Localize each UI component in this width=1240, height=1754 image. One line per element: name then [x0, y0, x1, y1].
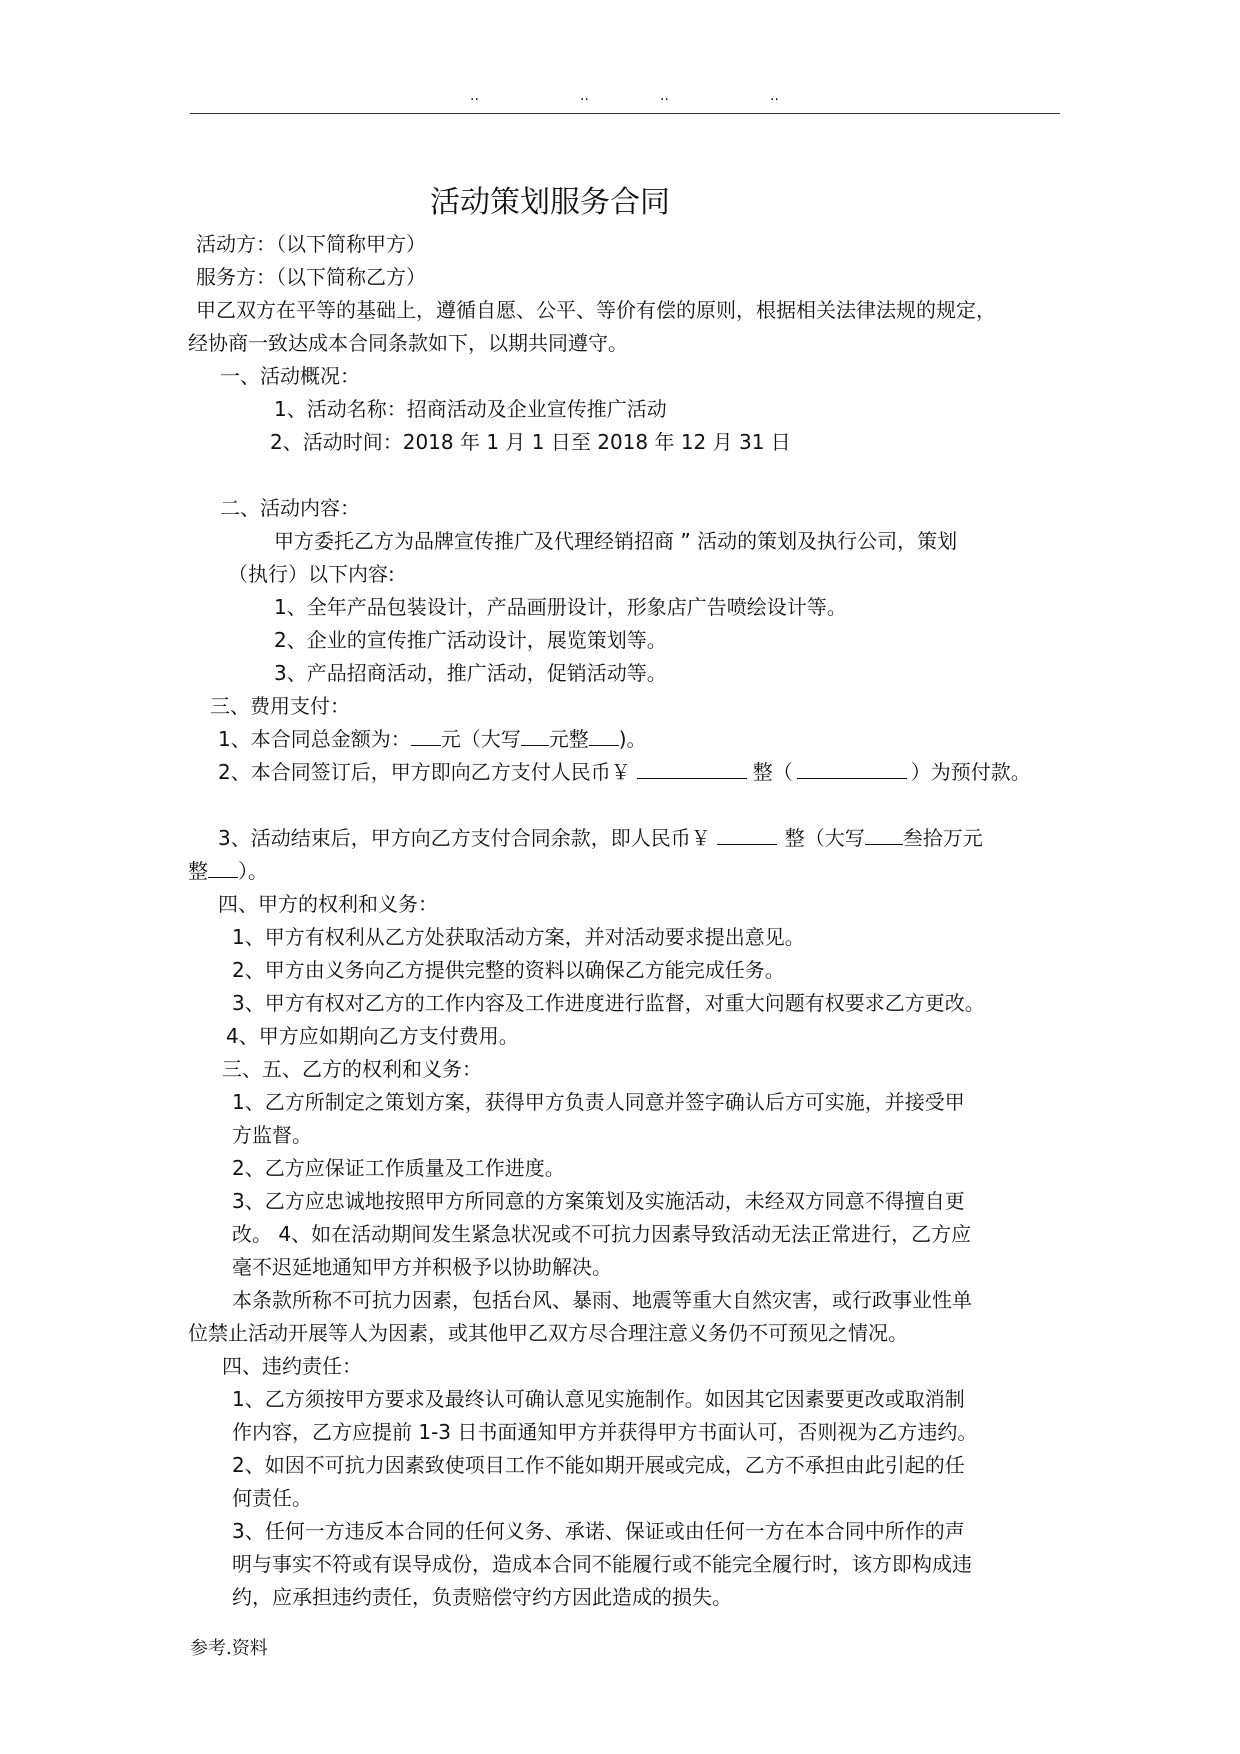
- list-item: 3、甲方有权对乙方的工作内容及工作进度进行监督，对重大问题有权要求乙方更改。: [232, 991, 985, 1015]
- section-heading: 二、活动内容：: [220, 496, 360, 520]
- header-dot: ..: [660, 88, 669, 104]
- payment-text: 整（大写: [784, 826, 865, 850]
- payment-text: )。: [618, 727, 647, 751]
- payment-text: 1、本合同总金额为：: [218, 727, 411, 751]
- blank-line: [521, 725, 549, 746]
- header-dot: ..: [470, 88, 479, 104]
- payment-item-1: [218, 725, 647, 753]
- payment-text: 元（大写: [440, 727, 521, 751]
- list-item: 1、活动名称：招商活动及企业宣传推广活动: [274, 397, 667, 421]
- blank-line: [637, 758, 747, 779]
- header-dots: [190, 88, 1060, 108]
- payment-text: ）为预付款。: [910, 760, 1031, 784]
- list-item: 2、甲方由义务向乙方提供完整的资料以确保乙方能完成任务。: [232, 958, 785, 982]
- paragraph-line: 方监督。: [232, 1123, 312, 1147]
- paragraph-line: 3、乙方应忠诚地按照甲方所同意的方案策划及实施活动，未经双方同意不得擅自更: [232, 1189, 965, 1213]
- paragraph-line: 1、乙方须按甲方要求及最终认可确认意见实施制作。如因其它因素要更改或取消制: [232, 1387, 965, 1411]
- section-heading: 三、费用支付：: [210, 694, 350, 718]
- paragraph-line: 本条款所称不可抗力因素，包括台风、暴雨、地震等重大自然灾害，或行政事业性单: [232, 1288, 972, 1312]
- header-dot: ..: [580, 88, 589, 104]
- preamble-line: 经协商一致达成本合同条款如下，以期共同遵守。: [188, 331, 628, 355]
- paragraph-line: 何责任。: [232, 1486, 312, 1510]
- list-item: 4、甲方应如期向乙方支付费用。: [226, 1024, 519, 1048]
- section-heading: 三、五、乙方的权利和义务：: [222, 1057, 482, 1081]
- paragraph-line: 1、乙方所制定之策划方案，获得甲方负责人同意并签字确认后方可实施，并接受甲: [232, 1090, 965, 1114]
- list-item: 1、全年产品包装设计，产品画册设计，形象店广告喷绘设计等。: [274, 595, 847, 619]
- paragraph-line: 2、乙方应保证工作质量及工作进度。: [232, 1156, 565, 1180]
- payment-item-2: [218, 758, 1031, 786]
- list-item: 2、企业的宣传推广活动设计，展览策划等。: [274, 628, 667, 652]
- section-heading: 一、活动概况：: [220, 364, 360, 388]
- paragraph-line: 约，应承担违约责任，负责赔偿守约方因此造成的损失。: [232, 1585, 732, 1609]
- paragraph-line: （执行）以下内容:: [228, 562, 395, 586]
- paragraph-line: 3、任何一方违反本合同的任何义务、承诺、保证或由任何一方在本合同中所作的声: [232, 1519, 965, 1543]
- list-item: 2、活动时间：2018 年 1 月 1 日至 2018 年 12 月 31 日: [270, 430, 791, 454]
- header-rule: [190, 113, 1060, 114]
- paragraph-line: 2、如因不可抗力因素致使项目工作不能如期开展或完成，乙方不承担由此引起的任: [232, 1453, 965, 1477]
- paragraph-line: 甲方委托乙方为品牌宣传推广及代理经销招商 ” 活动的策划及执行公司，策划: [274, 529, 958, 553]
- header-dot: ..: [770, 88, 779, 104]
- payment-text: 元整: [548, 727, 589, 751]
- blank-line: [589, 725, 619, 746]
- paragraph-line: 改。 4、如在活动期间发生紧急状况或不可抗力因素导致活动无法正常进行，乙方应: [232, 1222, 972, 1246]
- payment-text: 整: [188, 859, 208, 883]
- paragraph-line: 作内容，乙方应提前 1-3 日书面通知甲方并获得甲方书面认可，否则视为乙方违约。: [232, 1420, 978, 1444]
- list-item: 3、产品招商活动，推广活动，促销活动等。: [274, 661, 667, 685]
- payment-text: 叁拾万元: [902, 826, 983, 850]
- party-a: 活动方：（以下简称甲方）: [196, 232, 426, 256]
- document-title: 活动策划服务合同: [430, 185, 670, 220]
- blank-line: [797, 758, 907, 779]
- payment-text: ）。: [238, 859, 268, 883]
- payment-item-3-cont: [188, 857, 268, 885]
- section-heading: 四、违约责任：: [222, 1354, 362, 1378]
- section-heading: 四、甲方的权利和义务：: [218, 892, 438, 916]
- preamble-line: 甲乙双方在平等的基础上，遵循自愿、公平、等价有偿的原则，根据相关法律法规的规定，: [196, 298, 996, 322]
- payment-text: 3、活动结束后，甲方向乙方支付合同余款，即人民币￥: [218, 826, 711, 850]
- payment-item-3: [218, 824, 983, 852]
- paragraph-line: 明与事实不符或有误导成份，造成本合同不能履行或不能完全履行时，该方即构成违: [232, 1552, 972, 1576]
- party-b: 服务方：（以下简称乙方）: [196, 265, 426, 289]
- blank-line: [865, 824, 903, 845]
- list-item: 1、甲方有权利从乙方处获取活动方案，并对活动要求提出意见。: [232, 925, 805, 949]
- blank-line: [717, 824, 777, 845]
- blank-line: [411, 725, 441, 746]
- paragraph-line: 位禁止活动开展等人为因素，或其他甲乙双方尽合理注意义务仍不可预见之情况。: [188, 1321, 908, 1345]
- paragraph-line: 毫不迟延地通知甲方并积极予以协助解决。: [232, 1255, 612, 1279]
- payment-text: 整（: [752, 760, 793, 784]
- blank-line: [208, 857, 238, 878]
- payment-text: 2、本合同签订后，甲方即向乙方支付人民币￥: [218, 760, 631, 784]
- footer-text: 参考.资料: [190, 1638, 268, 1659]
